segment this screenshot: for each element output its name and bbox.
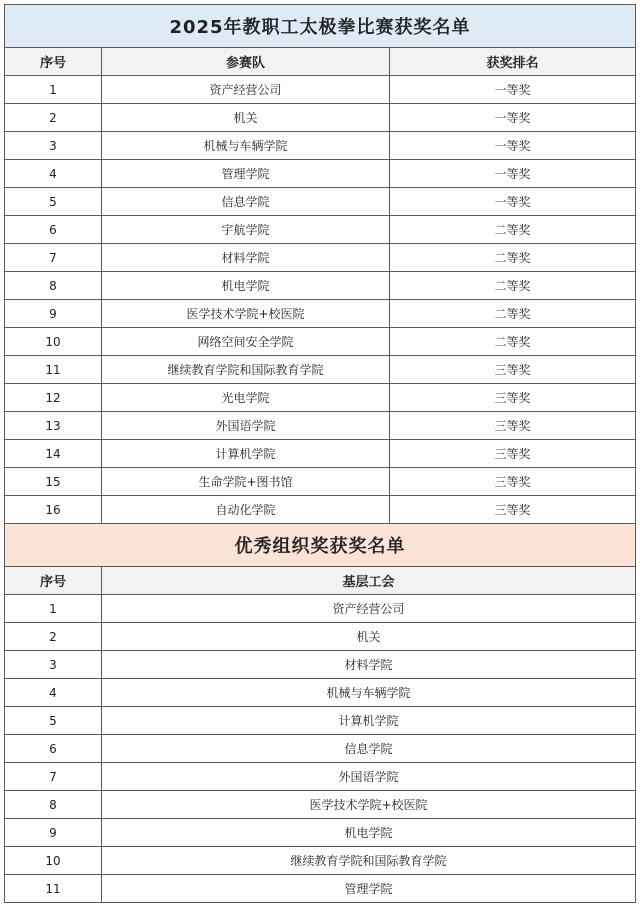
row-number-cell: 9 <box>5 300 102 328</box>
team-name-cell: 光电学院 <box>102 384 390 412</box>
table1-title: 2025年教职工太极拳比赛获奖名单 <box>4 4 636 48</box>
award-rank-cell: 一等奖 <box>390 132 636 160</box>
row-number-cell: 11 <box>5 875 102 903</box>
award-rank-cell: 一等奖 <box>390 188 636 216</box>
team-name-cell: 机电学院 <box>102 272 390 300</box>
team-name-cell: 继续教育学院和国际教育学院 <box>102 356 390 384</box>
table-row <box>5 707 636 735</box>
table-header-row <box>5 48 636 76</box>
table-row <box>5 468 636 496</box>
award-rank-cell: 三等奖 <box>390 440 636 468</box>
table2-title: 优秀组织奖获奖名单 <box>4 524 636 567</box>
column-header-team: 参赛队 <box>102 48 390 76</box>
award-rank-cell: 二等奖 <box>390 300 636 328</box>
union-name-cell: 机械与车辆学院 <box>102 679 636 707</box>
award-rank-cell: 二等奖 <box>390 328 636 356</box>
table-row <box>5 300 636 328</box>
union-name-cell: 信息学院 <box>102 735 636 763</box>
row-number-cell: 3 <box>5 132 102 160</box>
table-row <box>5 356 636 384</box>
table-row <box>5 188 636 216</box>
team-name-cell: 网络空间安全学院 <box>102 328 390 356</box>
organization-award-table <box>4 567 636 903</box>
table-row <box>5 735 636 763</box>
union-name-cell: 材料学院 <box>102 651 636 679</box>
team-name-cell: 计算机学院 <box>102 440 390 468</box>
row-number-cell: 8 <box>5 791 102 819</box>
row-number-cell: 16 <box>5 496 102 524</box>
union-name-cell: 管理学院 <box>102 875 636 903</box>
row-number-cell: 7 <box>5 244 102 272</box>
table-row <box>5 496 636 524</box>
row-number-cell: 13 <box>5 412 102 440</box>
union-name-cell: 机关 <box>102 623 636 651</box>
team-name-cell: 自动化学院 <box>102 496 390 524</box>
award-rank-cell: 三等奖 <box>390 496 636 524</box>
team-name-cell: 机关 <box>102 104 390 132</box>
column-header-number: 序号 <box>5 567 102 595</box>
row-number-cell: 14 <box>5 440 102 468</box>
row-number-cell: 4 <box>5 160 102 188</box>
team-name-cell: 医学技术学院+校医院 <box>102 300 390 328</box>
row-number-cell: 5 <box>5 188 102 216</box>
row-number-cell: 1 <box>5 595 102 623</box>
row-number-cell: 1 <box>5 76 102 104</box>
table1-body <box>5 76 636 524</box>
row-number-cell: 10 <box>5 328 102 356</box>
award-rank-cell: 二等奖 <box>390 216 636 244</box>
table-row <box>5 875 636 903</box>
union-name-cell: 医学技术学院+校医院 <box>102 791 636 819</box>
union-name-cell: 继续教育学院和国际教育学院 <box>102 847 636 875</box>
award-rank-cell: 一等奖 <box>390 76 636 104</box>
table2-body <box>5 595 636 903</box>
award-rank-cell: 一等奖 <box>390 160 636 188</box>
team-name-cell: 生命学院+图书馆 <box>102 468 390 496</box>
table-row <box>5 595 636 623</box>
row-number-cell: 7 <box>5 763 102 791</box>
table-row <box>5 679 636 707</box>
competition-award-table <box>4 48 636 524</box>
table-row <box>5 76 636 104</box>
table-row <box>5 819 636 847</box>
table-row <box>5 763 636 791</box>
award-rank-cell: 二等奖 <box>390 272 636 300</box>
team-name-cell: 管理学院 <box>102 160 390 188</box>
award-rank-cell: 三等奖 <box>390 412 636 440</box>
column-header-rank: 获奖排名 <box>390 48 636 76</box>
team-name-cell: 材料学院 <box>102 244 390 272</box>
table-row <box>5 160 636 188</box>
table-row <box>5 623 636 651</box>
table-row <box>5 412 636 440</box>
table-row <box>5 847 636 875</box>
award-rank-cell: 三等奖 <box>390 468 636 496</box>
row-number-cell: 8 <box>5 272 102 300</box>
table-row <box>5 651 636 679</box>
row-number-cell: 5 <box>5 707 102 735</box>
row-number-cell: 6 <box>5 216 102 244</box>
row-number-cell: 10 <box>5 847 102 875</box>
row-number-cell: 6 <box>5 735 102 763</box>
table-row <box>5 132 636 160</box>
row-number-cell: 12 <box>5 384 102 412</box>
award-rank-cell: 二等奖 <box>390 244 636 272</box>
team-name-cell: 外国语学院 <box>102 412 390 440</box>
row-number-cell: 4 <box>5 679 102 707</box>
union-name-cell: 计算机学院 <box>102 707 636 735</box>
row-number-cell: 9 <box>5 819 102 847</box>
column-header-number: 序号 <box>5 48 102 76</box>
row-number-cell: 3 <box>5 651 102 679</box>
row-number-cell: 11 <box>5 356 102 384</box>
table-row <box>5 384 636 412</box>
team-name-cell: 信息学院 <box>102 188 390 216</box>
union-name-cell: 资产经营公司 <box>102 595 636 623</box>
row-number-cell: 2 <box>5 623 102 651</box>
table-row <box>5 791 636 819</box>
table-row <box>5 440 636 468</box>
table-row <box>5 328 636 356</box>
table-row <box>5 272 636 300</box>
award-rank-cell: 三等奖 <box>390 356 636 384</box>
column-header-union: 基层工会 <box>102 567 636 595</box>
table-row <box>5 244 636 272</box>
award-rank-cell: 三等奖 <box>390 384 636 412</box>
table-header-row <box>5 567 636 595</box>
award-document <box>4 4 636 903</box>
row-number-cell: 2 <box>5 104 102 132</box>
table-row <box>5 216 636 244</box>
table-row <box>5 104 636 132</box>
team-name-cell: 宇航学院 <box>102 216 390 244</box>
team-name-cell: 资产经营公司 <box>102 76 390 104</box>
union-name-cell: 外国语学院 <box>102 763 636 791</box>
award-rank-cell: 一等奖 <box>390 104 636 132</box>
union-name-cell: 机电学院 <box>102 819 636 847</box>
team-name-cell: 机械与车辆学院 <box>102 132 390 160</box>
row-number-cell: 15 <box>5 468 102 496</box>
